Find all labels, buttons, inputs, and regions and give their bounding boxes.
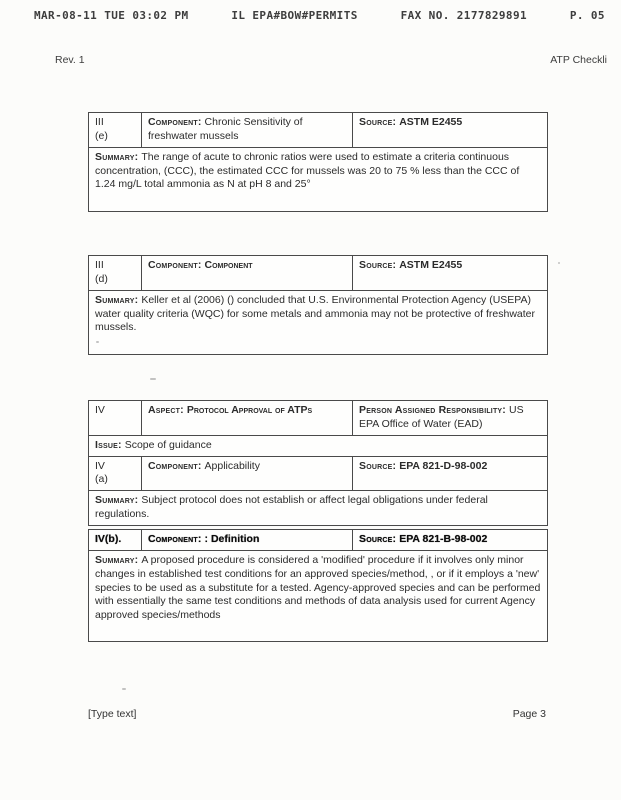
source-value: ASTM E2455 xyxy=(399,259,463,271)
fax-datetime: MAR-08-11 TUE 03:02 PM xyxy=(34,9,189,22)
aspect-value: Protocol Approval of ATPs xyxy=(186,404,313,416)
issue-cell xyxy=(89,436,547,456)
scan-speck xyxy=(558,262,560,264)
summary-text: Keller et al (2006) () concluded that U.S. Environmental Protection Agency (USEPA) water quality criteria (WQC) for some metals and ammonia may not be protective of freshwater mussels. xyxy=(95,293,535,334)
person-responsibility-cell xyxy=(353,401,547,435)
component-value: Component xyxy=(204,259,253,271)
item-id-line1: IV xyxy=(95,459,105,472)
summary-cell xyxy=(89,551,547,641)
component-value: Chronic Sensitivity of freshwater mussels xyxy=(148,116,303,142)
footer-type-text: [Type text] xyxy=(88,708,137,720)
person-responsibility-value: US EPA Office of Water (EAD) xyxy=(359,404,524,430)
section-IV-b-table xyxy=(88,529,548,642)
component-value: Applicability xyxy=(204,459,260,472)
page-footer xyxy=(88,708,546,720)
table-row xyxy=(89,491,547,525)
source-cell xyxy=(353,457,547,491)
table-row xyxy=(89,436,547,457)
section-III-d-table xyxy=(88,255,548,355)
component-cell xyxy=(142,256,353,290)
component-cell xyxy=(142,530,353,550)
section-III-e-table xyxy=(88,112,548,212)
source-cell xyxy=(353,256,547,290)
item-id-cell xyxy=(89,401,142,435)
item-id-cell xyxy=(89,530,142,550)
summary-label: Summary: xyxy=(95,150,139,163)
issue-value: Scope of guidance xyxy=(124,438,212,451)
item-id-cell xyxy=(89,457,142,491)
component-cell xyxy=(142,113,353,147)
fax-sender: IL EPA#BOW#PERMITS xyxy=(231,9,358,22)
table-row xyxy=(89,291,547,354)
source-label: Source: xyxy=(359,116,397,128)
summary-cell xyxy=(89,491,547,525)
component-value: : Definition xyxy=(204,533,260,545)
fax-number: FAX NO. 2177829891 xyxy=(400,9,527,22)
scan-speck xyxy=(122,688,126,690)
item-id-cell xyxy=(89,113,142,147)
source-label: Source: xyxy=(359,533,397,545)
source-value: EPA 821-D-98-002 xyxy=(399,459,488,472)
component-label: Component: xyxy=(148,533,202,545)
table-row xyxy=(89,457,547,492)
item-id: IV xyxy=(95,404,105,416)
scan-speck xyxy=(150,378,156,380)
revision-label: Rev. 1 xyxy=(55,54,85,66)
source-cell xyxy=(353,530,547,550)
table-row xyxy=(89,113,547,148)
summary-cell xyxy=(89,148,547,211)
item-id-line2: (e) xyxy=(95,129,108,142)
item-id-line2: (a) xyxy=(95,473,108,486)
source-value: ASTM E2455 xyxy=(399,116,463,128)
section-IV-table xyxy=(88,400,548,526)
fax-page-code: P. 05 xyxy=(569,9,605,22)
source-value: EPA 821-B-98-002 xyxy=(399,533,488,545)
scan-speck xyxy=(96,341,99,343)
person-responsibility-label: Person Assigned Responsibility: xyxy=(359,404,506,416)
document-title: ATP Checkli xyxy=(550,54,607,66)
source-label: Source: xyxy=(359,459,397,472)
component-label: Component: xyxy=(148,116,202,128)
fax-transmission-header xyxy=(34,9,605,22)
table-row xyxy=(89,401,547,436)
summary-text: The range of acute to chronic ratios were used to estimate a criteria continuous concentration, (CCC), the estimated CCC for mussels was 20 to 75 % less than the CCC of 1.24 mg/L total ammonia as N at pH 8 and 25° xyxy=(95,150,520,191)
summary-cell xyxy=(89,291,547,354)
table-row xyxy=(89,256,547,291)
item-id-line2: (d) xyxy=(95,272,108,285)
item-id: IV(b). xyxy=(95,533,122,545)
table-row xyxy=(89,530,547,551)
page-number: Page 3 xyxy=(512,708,546,720)
table-row xyxy=(89,148,547,211)
summary-label: Summary: xyxy=(95,553,139,566)
item-id-cell xyxy=(89,256,142,290)
aspect-label: Aspect: xyxy=(148,404,184,416)
summary-text: Subject protocol does not establish or affect legal obligations under federal regulations. xyxy=(95,494,488,521)
document-header xyxy=(55,54,607,66)
item-id-line1: III xyxy=(95,116,104,128)
issue-label: Issue: xyxy=(95,438,122,451)
source-label: Source: xyxy=(359,259,397,271)
source-cell xyxy=(353,113,547,147)
summary-label: Summary: xyxy=(95,494,139,507)
item-id-line1: III xyxy=(95,259,104,271)
component-label: Component: xyxy=(148,259,202,271)
table-row xyxy=(89,551,547,641)
component-label: Component: xyxy=(148,459,202,472)
summary-text: A proposed procedure is considered a 'modified' procedure if it involves only minor changes in established test conditions for an approved species/method, , or if it employs a 'new' species to be used as a substitute for a tested. Agency-approved species and can be performed with essentially the same test conditions and methods of data analysis used for current Agency approved species/methods xyxy=(95,553,541,622)
aspect-cell xyxy=(142,401,353,435)
component-cell xyxy=(142,457,353,491)
summary-label: Summary: xyxy=(95,293,139,306)
